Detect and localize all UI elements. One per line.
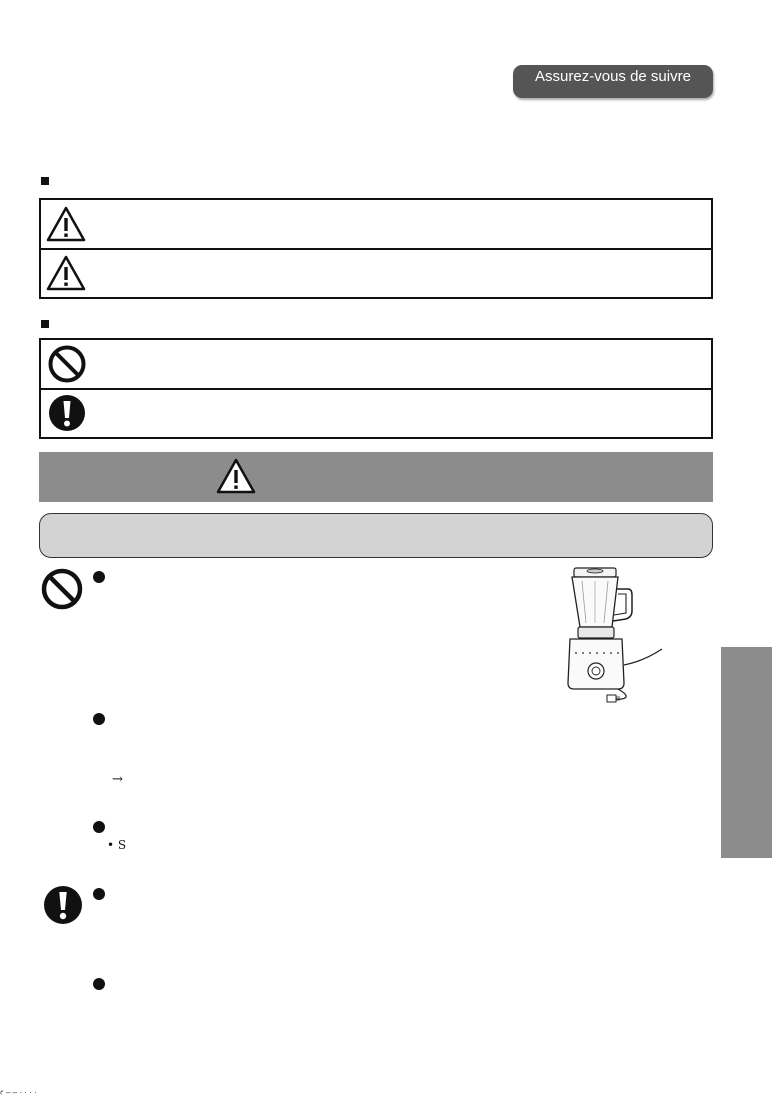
header-badge bbox=[513, 65, 713, 98]
section-marker-warnings bbox=[41, 177, 49, 185]
subheading-band bbox=[39, 513, 713, 558]
arrow-glyph: → bbox=[112, 772, 123, 787]
bullet-icon bbox=[93, 713, 105, 725]
mandatory-icon bbox=[47, 393, 87, 433]
bullet-icon bbox=[93, 821, 105, 833]
warning-levels-box bbox=[39, 198, 713, 299]
warning-triangle-icon bbox=[46, 255, 86, 291]
footer-fragment: ꜥ – – · · · · bbox=[0, 1088, 37, 1097]
bullet-icon bbox=[93, 978, 105, 990]
side-chapter-tab bbox=[721, 647, 772, 858]
bullet-icon bbox=[93, 888, 105, 900]
symbol-row-prohibited bbox=[41, 340, 711, 388]
section-marker-symbols bbox=[41, 320, 49, 328]
warning-row-1 bbox=[41, 200, 711, 248]
bullet-icon bbox=[93, 571, 105, 583]
warning-triangle-icon bbox=[46, 206, 86, 242]
warning-row-2 bbox=[41, 248, 711, 298]
mandatory-icon bbox=[42, 884, 84, 926]
header-badge-label: Assurez-vous de suivre bbox=[535, 68, 691, 85]
prohibition-icon bbox=[47, 344, 87, 384]
warning-header-band bbox=[39, 452, 713, 502]
prohibition-icon bbox=[40, 567, 84, 611]
blender-illustration bbox=[552, 565, 672, 705]
symbols-box bbox=[39, 338, 713, 439]
sub-item-text: • S bbox=[107, 838, 127, 852]
warning-triangle-icon bbox=[216, 458, 256, 494]
symbol-row-mandatory bbox=[41, 388, 711, 438]
